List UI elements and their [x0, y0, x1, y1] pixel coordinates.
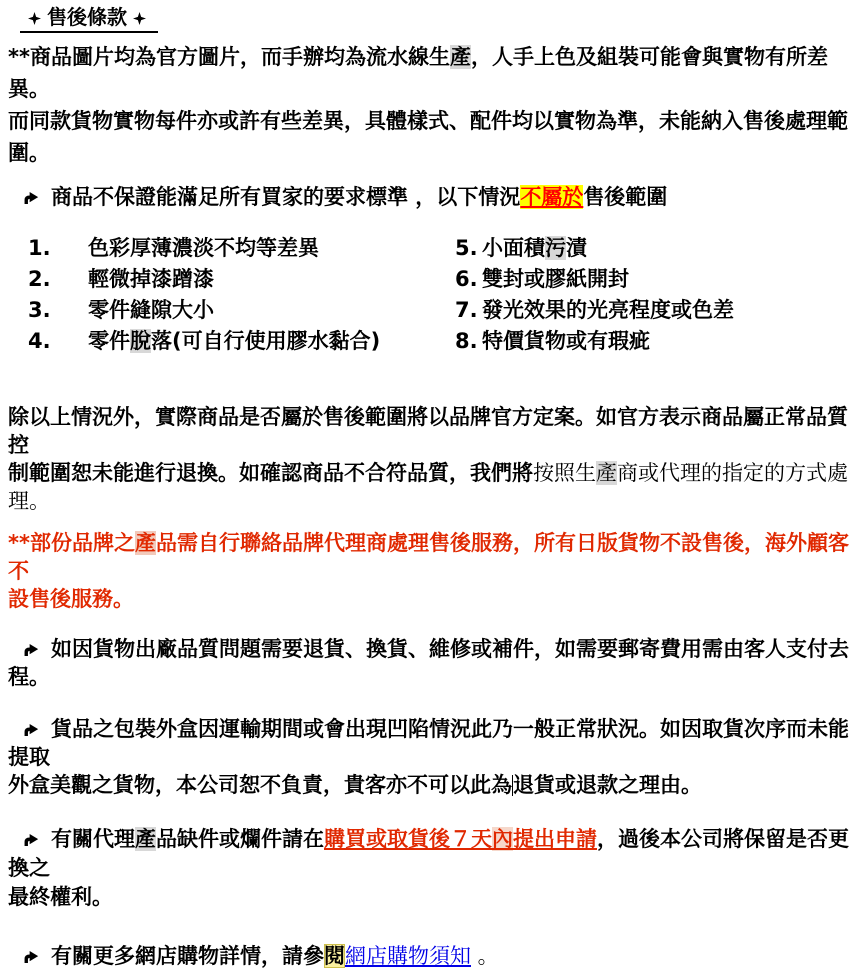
more-info-item — [8, 942, 860, 970]
box-condition-item — [8, 715, 860, 799]
list-item — [482, 326, 650, 357]
text-segment: 有關更多網店購物詳情，請參 — [51, 944, 324, 968]
list-item — [88, 295, 214, 326]
text-segment: 產 — [135, 827, 156, 851]
text-segment: 輕微掉漆蹭漆 — [88, 267, 214, 291]
list-row — [8, 295, 860, 326]
text-segment: 污 — [545, 236, 566, 260]
not-covered-text — [51, 185, 667, 209]
curved-arrow-icon — [22, 191, 39, 205]
text-segment: 特價貨物或有瑕疵 — [482, 329, 650, 353]
list-number: 6. — [455, 267, 478, 291]
text-segment: 貨品之包裝外盒因運輸期間或會出現凹陷情況此乃一般正常狀況。如因取貨次序而未能提取 — [8, 717, 849, 769]
list-row — [8, 233, 860, 264]
missing-parts-text — [8, 827, 849, 909]
list-number: 1. — [28, 236, 51, 260]
text-segment: 品缺件或爛件請在 — [156, 827, 324, 851]
text-segment: 按照生 — [533, 461, 596, 485]
more-info-text — [51, 944, 499, 968]
red-notice-paragraph — [8, 529, 860, 613]
text-segment: 小面積 — [482, 236, 545, 260]
text-segment: 制範圍恕未能進行退換。如確認商品不合符品質，我們將 — [8, 461, 533, 485]
list-row — [8, 264, 860, 295]
text-segment: 漬 — [566, 236, 587, 260]
text-segment: 。 — [471, 944, 499, 968]
text-segment: 不屬於 — [520, 185, 584, 209]
list-number: 3. — [28, 298, 51, 322]
list-number: 7. — [455, 298, 478, 322]
text-segment: 退貨或退款之理由。 — [513, 773, 702, 797]
list-row — [8, 326, 860, 357]
text-segment: 設售後服務。 — [8, 587, 134, 611]
list-number: 2. — [28, 267, 51, 291]
list-item — [482, 295, 734, 326]
shipping-fee-item — [8, 635, 860, 691]
text-segment: 內 — [492, 827, 513, 851]
text-segment: 產 — [449, 45, 471, 69]
exclusion-list — [8, 233, 860, 357]
shipping-fee-text — [8, 637, 849, 689]
text-segment: **商品圖片均為官方圖片，而手辦均為流水線生 — [8, 45, 450, 69]
text-segment: 發光效果的光亮程度或色差 — [482, 298, 734, 322]
text-segment: 品需自行聯絡品牌代理商處理售後服務，所有日版貨物不設售後，海外顧客不 — [8, 531, 849, 583]
star-icon — [133, 12, 146, 25]
page-title-text: 售後條款 — [47, 5, 127, 29]
text-segment: 產 — [134, 531, 156, 555]
text-segment: 產 — [596, 461, 617, 485]
text-segment: 購買或取貨後７天 — [324, 827, 492, 851]
text-segment: 售後範圍 — [583, 185, 668, 209]
list-item — [482, 264, 629, 295]
list-item — [482, 233, 587, 264]
text-segment: ，過後本公司將保留是否更換之 — [8, 827, 849, 880]
text-segment: 最終權利。 — [8, 885, 113, 909]
list-item — [88, 233, 319, 264]
page-title — [20, 4, 158, 33]
text-segment: 而同款貨物實物每件亦或許有些差異，具體樣式、配件均以實物為準，未能納入售後處理範圍。 — [8, 109, 848, 165]
official-decision-paragraph — [8, 403, 860, 515]
text-segment: 閱 — [324, 944, 345, 968]
list-number: 5. — [455, 236, 478, 260]
text-segment: 商或代理的指定的方式處理。 — [8, 461, 848, 513]
list-number: 8. — [455, 329, 478, 353]
text-segment: 商品不保證能滿足所有買家的要求標準 ，以下情況 — [51, 185, 521, 209]
text-segment: 脫 — [130, 329, 151, 353]
not-covered-intro — [8, 183, 860, 211]
store-notice-link[interactable]: 網店購物須知 — [345, 944, 471, 968]
text-segment: 落(可自行使用膠水黏合) — [151, 329, 381, 353]
text-segment: 除以上情況外，實際商品是否屬於售後範圍將以品牌官方定案。如官方表示商品屬正常品質控 — [8, 405, 848, 457]
list-item — [88, 326, 380, 357]
curved-arrow-icon — [22, 833, 39, 847]
text-segment: 外盒美觀之貨物，本公司恕不負責，貴客亦不可以此為 — [8, 773, 512, 797]
text-segment: 提出申請 — [513, 827, 597, 851]
text-segment: 如因貨物出廠品質問題需要退貨、換貨、維修或補件，如需要郵寄費用需由客人支付去程。 — [8, 637, 849, 689]
intro-paragraph — [8, 41, 860, 169]
text-segment: 有關代理 — [51, 827, 135, 851]
list-item — [88, 264, 214, 295]
list-number: 4. — [28, 329, 51, 353]
text-segment: 零件 — [88, 329, 130, 353]
text-segment: 零件縫隙大小 — [88, 298, 214, 322]
curved-arrow-icon — [22, 950, 39, 964]
curved-arrow-icon — [22, 723, 39, 737]
text-segment: 雙封或膠紙開封 — [482, 267, 629, 291]
text-segment: 色彩厚薄濃淡不均等差異 — [88, 236, 319, 260]
box-condition-text — [8, 717, 849, 797]
star-icon — [28, 12, 41, 25]
curved-arrow-icon — [22, 643, 39, 657]
text-segment: **部份品牌之 — [8, 531, 135, 555]
text-segment: ，人手上色及組裝可能會與實物有所差異。 — [8, 45, 828, 101]
missing-parts-item — [8, 825, 860, 912]
